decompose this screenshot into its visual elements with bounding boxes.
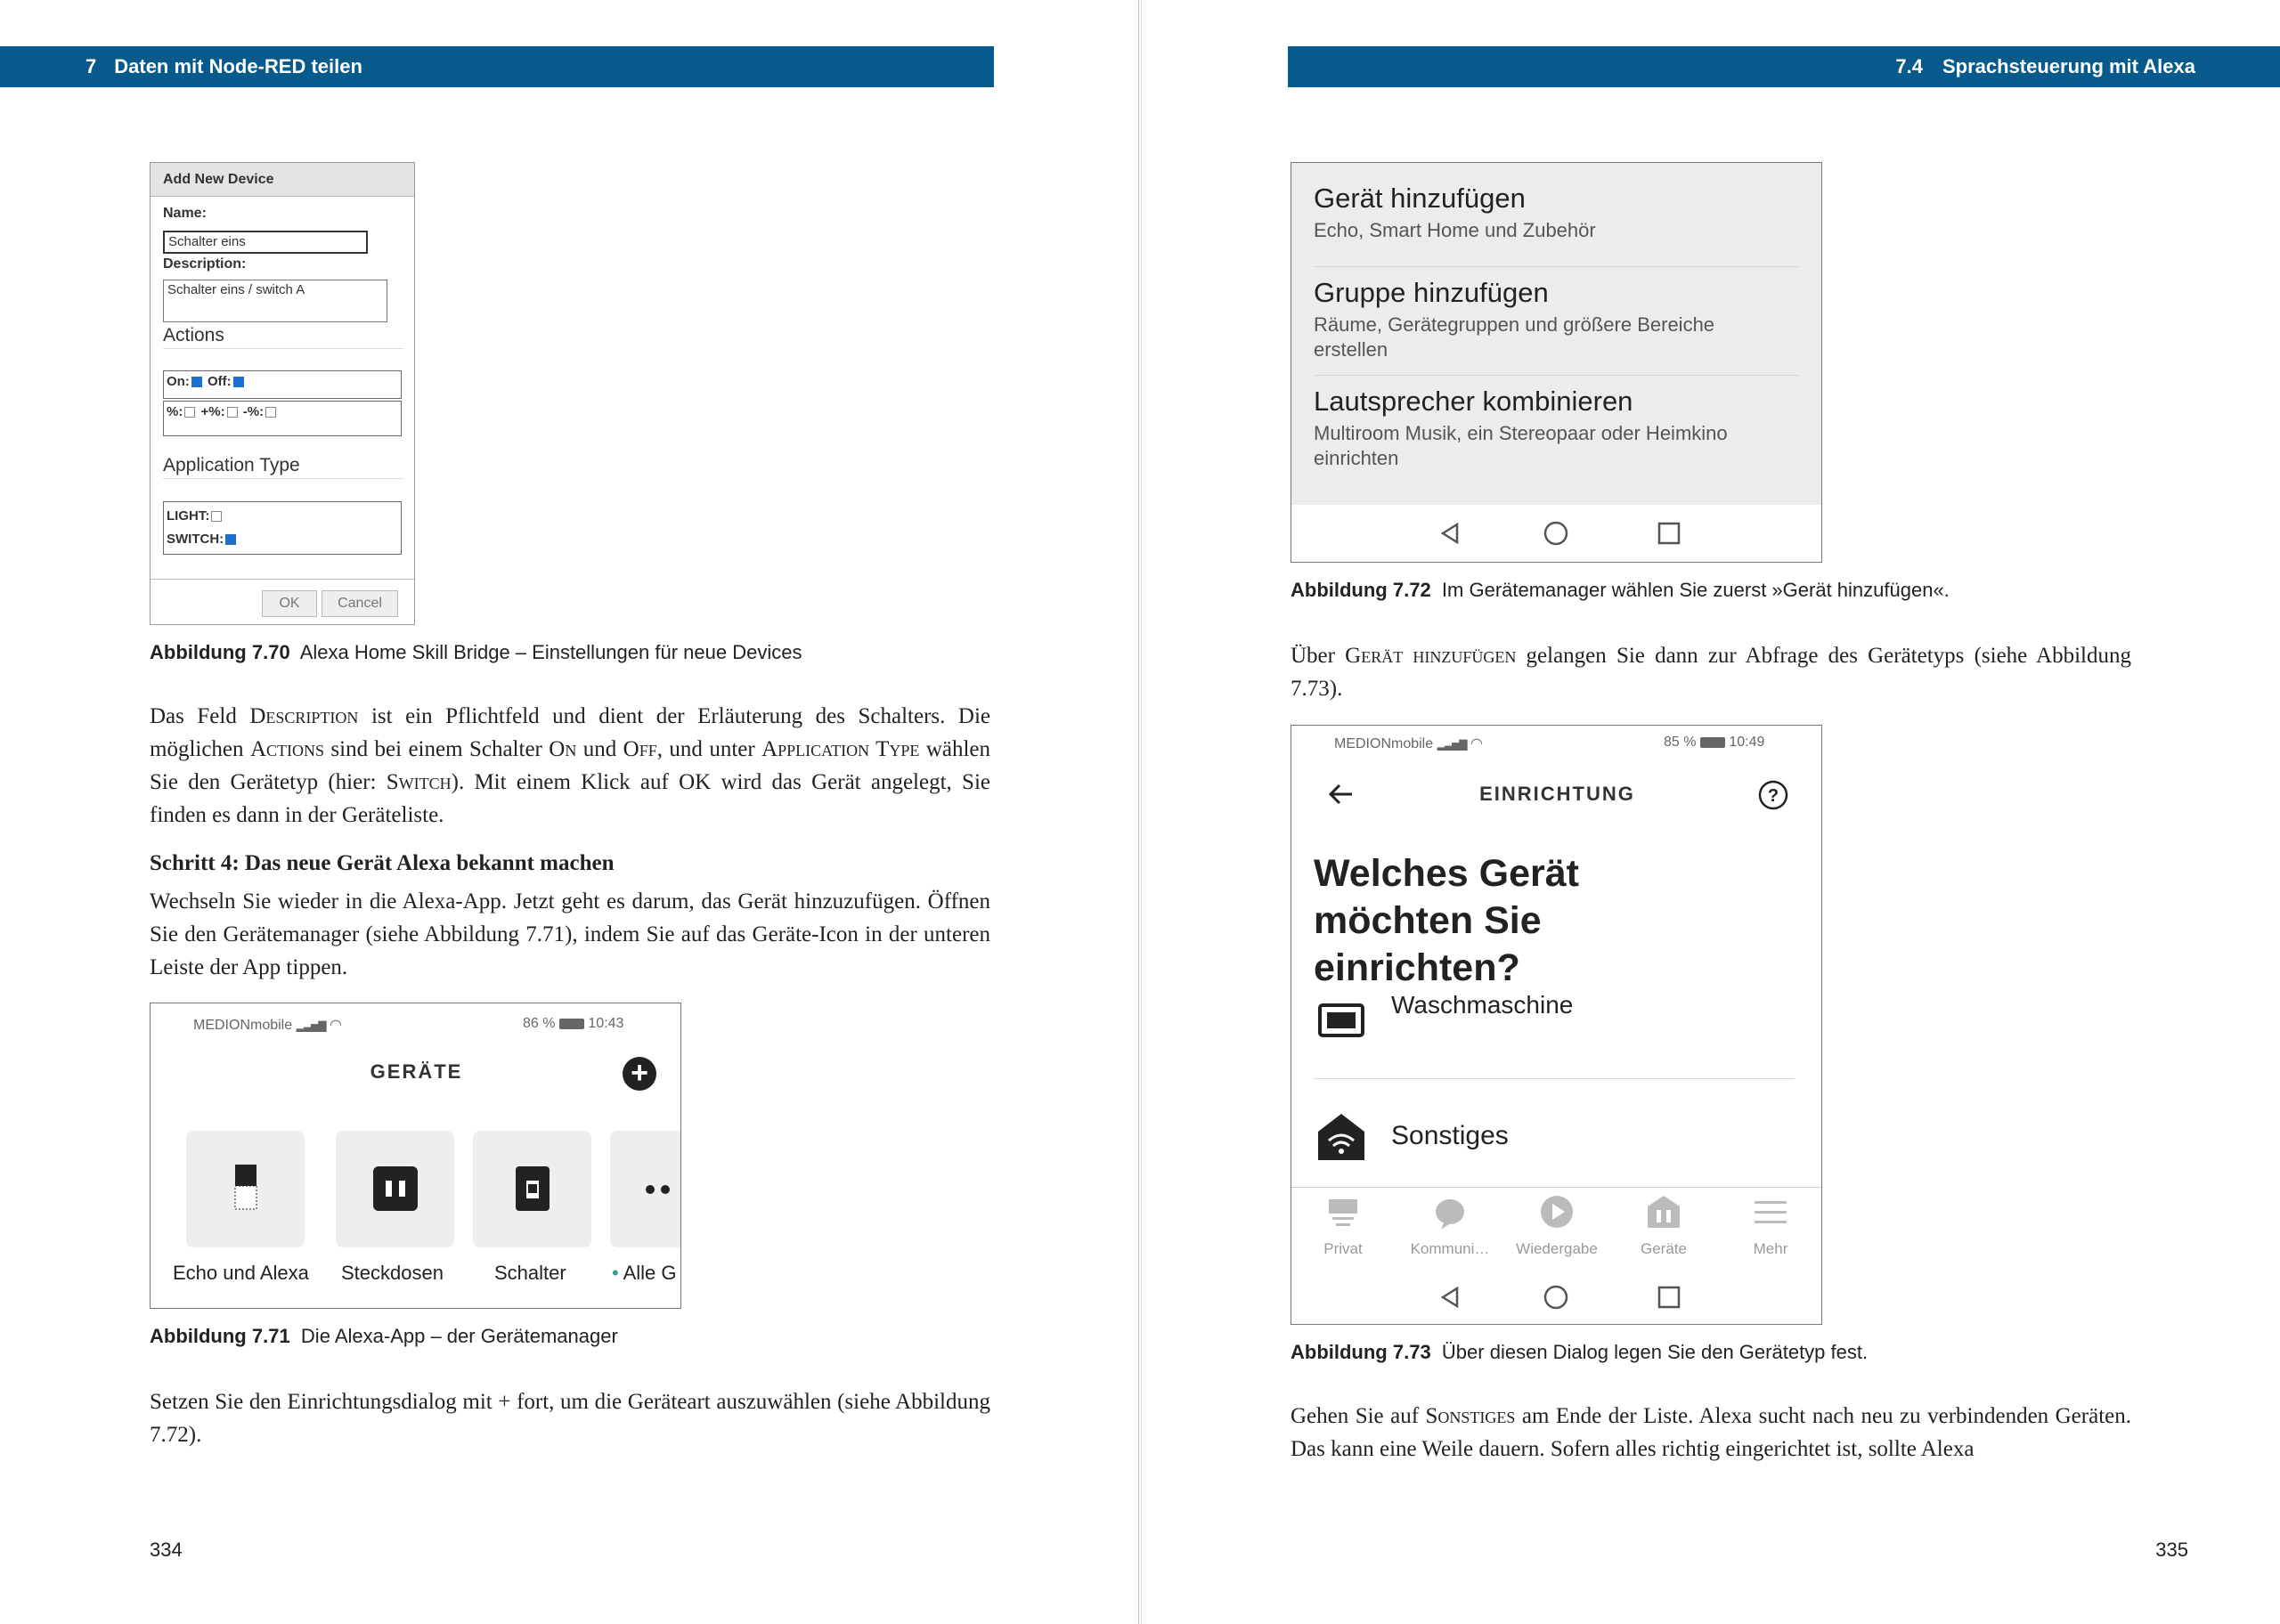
plus-percent-checkbox[interactable] — [227, 407, 238, 418]
android-nav-bar — [1291, 505, 1821, 562]
switch-icon — [473, 1131, 591, 1247]
caption-text: Die Alexa-App – der Gerätemanager — [300, 1325, 618, 1347]
menu-item-add-group[interactable]: Gruppe hinzufügen — [1314, 277, 1549, 308]
card-switches[interactable] — [473, 1131, 591, 1247]
on-label: On: — [167, 374, 190, 389]
tabbar-divider — [1291, 1187, 1822, 1188]
tab-geraete[interactable]: Geräte — [1641, 1240, 1687, 1257]
paragraph-sonstiges: Gehen Sie auf Sonstiges am Ende der Liste. Alexa sucht nach neu zu verbindenden Geräten. Das kann eine Weile dauern. Sofern alles richtig eingerichtet ist, sollte Alexa — [1291, 1404, 2131, 1461]
application-type-heading: Application Type — [163, 455, 403, 479]
paragraph-add-device: Über Gerät hinzufügen gelangen Sie dann zur Abfrage des Gerätetyps (siehe Abbildung 7.73). — [1291, 644, 2131, 701]
card-label-switches: Schalter — [494, 1262, 566, 1284]
add-device-icon[interactable]: + — [623, 1057, 656, 1091]
step-heading: Schritt 4: Das neue Gerät Alexa bekannt machen — [150, 851, 615, 875]
switch-checkbox[interactable] — [225, 534, 236, 545]
phone-screenshot-setup — [1291, 725, 1822, 1325]
tab-kommunikation[interactable]: Kommuni… — [1410, 1240, 1490, 1257]
menu-item-combine-speakers-sub: Multiroom Musik, ein Stereopaar oder Heimkino einrichten — [1314, 422, 1728, 469]
recents-icon[interactable] — [1659, 524, 1679, 543]
screen-title: EINRICHTUNG — [1479, 783, 1635, 805]
bottom-tab-bar — [1291, 1189, 1822, 1269]
home-tab-icon[interactable] — [1325, 1196, 1361, 1231]
list-divider — [1314, 1078, 1795, 1079]
caption-number: Abbildung 7.73 — [1291, 1341, 1431, 1363]
list-item-waschmaschine[interactable] — [1291, 993, 1822, 1037]
list-item-sonstiges[interactable] — [1291, 1108, 1822, 1165]
menu-item-add-group-sub: Räume, Gerätegruppen und größere Bereiche erstellen — [1314, 313, 1715, 361]
home-icon[interactable] — [1545, 1287, 1567, 1308]
application-type-box — [163, 501, 402, 555]
tab-mehr[interactable]: Mehr — [1753, 1240, 1788, 1257]
plug-icon — [336, 1131, 454, 1247]
card-echo[interactable] — [186, 1131, 305, 1247]
right-page — [1141, 0, 2280, 1624]
caption-number: Abbildung 7.70 — [150, 641, 290, 663]
svg-text:?: ? — [1767, 786, 1779, 806]
menu-item-combine-speakers[interactable]: Lautsprecher kombinieren — [1314, 386, 1633, 417]
switch-label: SWITCH: — [167, 532, 224, 547]
help-icon[interactable] — [1757, 779, 1789, 811]
dialog-title: Add New Device — [151, 163, 414, 197]
name-label: Name: — [163, 206, 207, 221]
tab-privat[interactable]: Privat — [1323, 1240, 1363, 1257]
status-right: 86 % 10:43 — [523, 1016, 624, 1031]
echo-icon — [186, 1131, 305, 1247]
plus-percent-label: +%: — [200, 404, 225, 419]
menu-divider — [1314, 375, 1799, 376]
description-field[interactable]: Schalter eins / switch A — [163, 280, 387, 322]
communicate-tab-icon[interactable] — [1432, 1196, 1468, 1231]
card-label-all: • Alle G — [612, 1262, 677, 1284]
figure-caption-7-70 — [150, 641, 802, 664]
page-number-left: 334 — [150, 1539, 183, 1561]
minus-percent-checkbox[interactable] — [265, 407, 276, 418]
menu-divider — [1314, 266, 1799, 267]
phone-screenshot-devices — [150, 1003, 681, 1309]
actions-box-percent — [163, 401, 402, 436]
more-dots-icon — [610, 1131, 681, 1247]
ok-button[interactable]: OK — [262, 590, 317, 617]
percent-checkbox[interactable] — [184, 407, 195, 418]
light-checkbox[interactable] — [211, 511, 222, 522]
phone-screenshot-add-menu — [1291, 162, 1822, 563]
section-title: Sprachsteuerung mit Alexa — [1942, 55, 2195, 77]
minus-percent-label: -%: — [242, 404, 265, 419]
status-carrier: MEDIONmobile ▂▃▅▇ ◠ — [1334, 736, 1483, 751]
figure-caption-7-73 — [1291, 1341, 1868, 1364]
section-number: 7.4 — [1895, 55, 1923, 77]
card-all[interactable] — [610, 1131, 681, 1247]
running-header-right — [1288, 46, 2280, 87]
caption-text: Über diesen Dialog legen Sie den Gerätetyp fest. — [1441, 1341, 1869, 1363]
card-label-plugs: Steckdosen — [341, 1262, 444, 1284]
card-label-echo: Echo und Alexa — [173, 1262, 309, 1284]
android-nav-bar — [1291, 1271, 1821, 1324]
devices-tab-icon[interactable] — [1646, 1194, 1682, 1230]
add-device-dialog — [150, 162, 415, 625]
figure-caption-7-71 — [150, 1325, 618, 1348]
play-tab-icon[interactable] — [1539, 1194, 1575, 1230]
card-plugs[interactable] — [336, 1131, 454, 1247]
setup-question: Welches Gerät möchten Sie einrichten? — [1314, 852, 1579, 989]
dialog-divider — [151, 579, 414, 580]
back-icon[interactable] — [1443, 524, 1457, 542]
description-label: Description: — [163, 256, 247, 272]
recents-icon[interactable] — [1659, 1287, 1679, 1307]
status-carrier: MEDIONmobile ▂▃▅▇ ◠ — [193, 1018, 342, 1033]
caption-text: Im Gerätemanager wählen Sie zuerst »Gerät hinzufügen«. — [1441, 579, 1950, 601]
page-number-right: 335 — [2155, 1539, 2188, 1561]
washer-icon — [1318, 1003, 1364, 1037]
caption-number: Abbildung 7.71 — [150, 1325, 290, 1347]
cancel-button[interactable]: Cancel — [322, 590, 398, 617]
screen-title: GERÄTE — [370, 1060, 463, 1083]
menu-item-add-device-sub: Echo, Smart Home und Zubehör — [1314, 219, 1596, 241]
figure-caption-7-72 — [1291, 579, 1950, 602]
name-field[interactable]: Schalter eins — [163, 231, 368, 254]
paragraph-continue: Setzen Sie den Einrichtungsdialog mit + fort, um die Geräteart auszuwählen (siehe Abbildung 7.72). — [150, 1390, 990, 1447]
off-checkbox[interactable] — [233, 377, 244, 387]
chapter-title: Daten mit Node-RED teilen — [114, 55, 362, 77]
caption-number: Abbildung 7.72 — [1291, 579, 1431, 601]
actions-heading: Actions — [163, 325, 403, 349]
caption-text: Alexa Home Skill Bridge – Einstellungen für neue Devices — [299, 641, 802, 663]
list-item-label: Sonstiges — [1391, 1121, 1509, 1150]
status-right: 85 % 10:49 — [1664, 735, 1765, 750]
on-checkbox[interactable] — [191, 377, 202, 387]
left-page — [0, 0, 1139, 1624]
paragraph-description: Das Feld Description ist ein Pflichtfeld und dient der Erläuterung des Schalters. Die möglichen Actions sind bei einem Schalter On und Off, und unter Application Type wählen Sie den Gerätetyp (hier: Switch). Mit einem Klick auf OK wird das Gerät angelegt, Sie finden es dann in der Geräteliste. — [150, 704, 991, 827]
light-label: LIGHT: — [167, 508, 210, 524]
running-header-left — [0, 46, 994, 87]
actions-box-onoff — [163, 370, 402, 399]
more-tab-icon[interactable] — [1753, 1196, 1788, 1231]
paragraph-step4: Wechseln Sie wieder in die Alexa-App. Jetzt geht es darum, das Gerät hinzuzufügen. Öffnen Sie den Gerätemanager (siehe Abbildung 7.71), indem Sie auf das Geräte-Icon in der unteren Leiste der App tippen. — [150, 889, 990, 979]
menu-item-add-device[interactable]: Gerät hinzufügen — [1314, 183, 1526, 214]
back-icon[interactable] — [1443, 1288, 1457, 1306]
off-label: Off: — [208, 374, 232, 389]
list-item-label: Waschmaschine — [1391, 993, 1574, 1019]
chapter-number: 7 — [86, 55, 97, 77]
smart-home-icon — [1316, 1112, 1366, 1162]
tab-wiedergabe[interactable]: Wiedergabe — [1516, 1240, 1598, 1257]
home-icon[interactable] — [1545, 523, 1567, 544]
percent-label: %: — [167, 404, 183, 419]
